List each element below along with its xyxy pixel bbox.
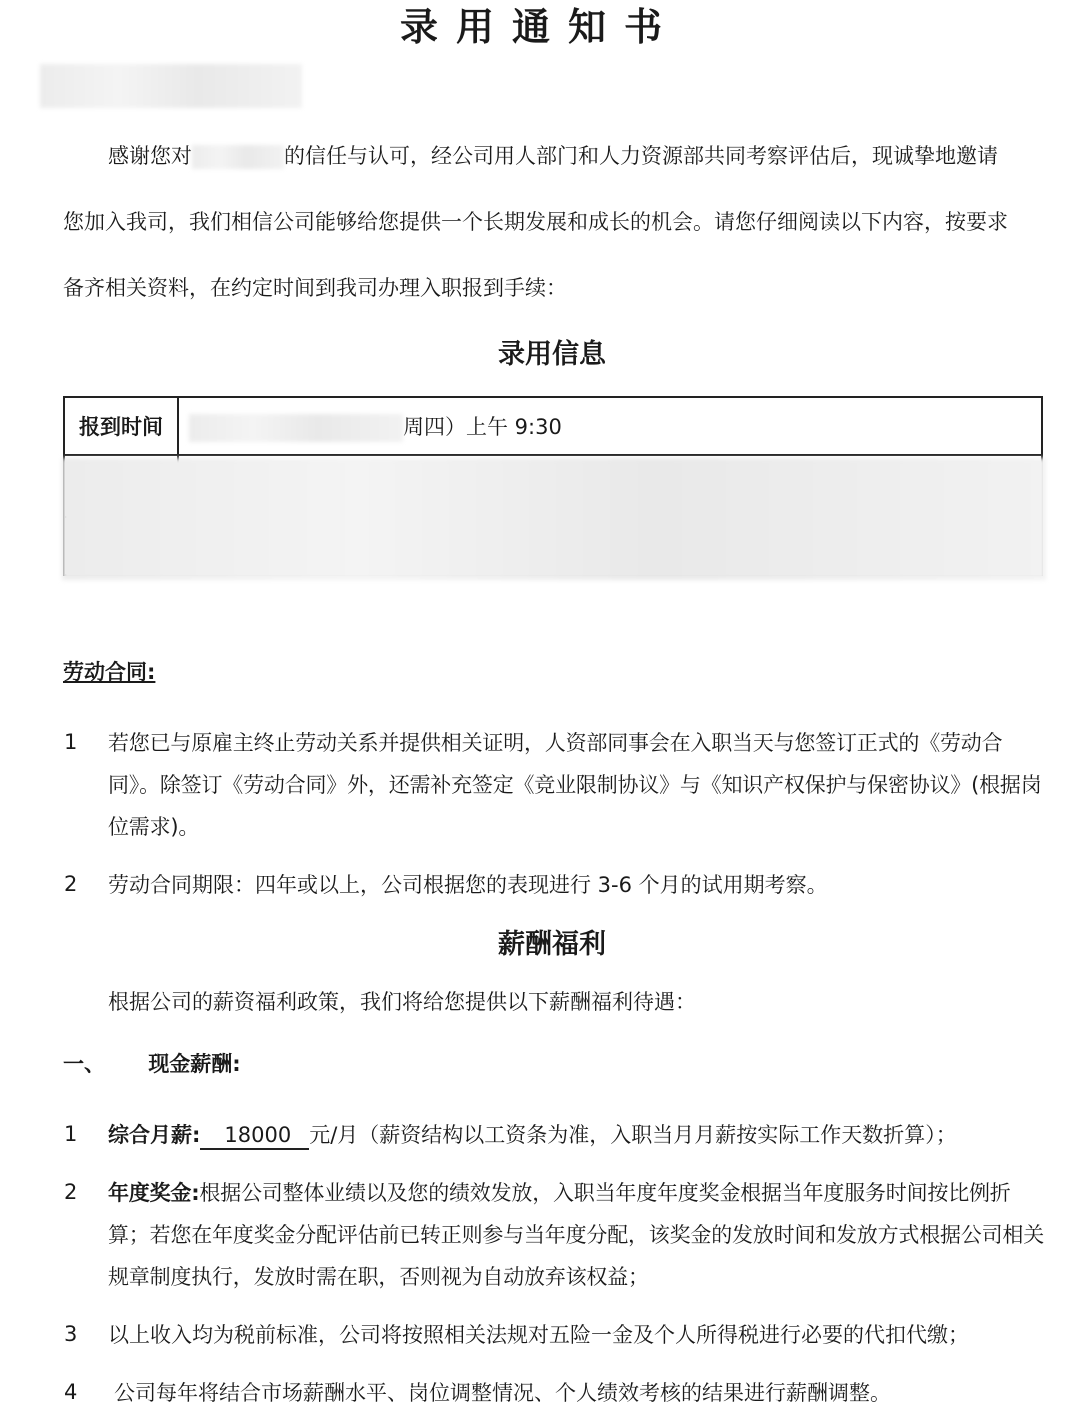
compensation-heading: 薪酬福利 xyxy=(498,929,606,960)
report-time-value xyxy=(178,397,1042,455)
list-item-number: 2 xyxy=(64,1180,78,1204)
list-item: 公司每年将结合市场薪酬水平、岗位调整情况、个人绩效考核的结果进行薪酬调整。 xyxy=(114,1381,891,1405)
report-time-label: 报到时间 xyxy=(64,397,178,455)
monthly-salary-text: 元/月（薪资结构以工资条为准，入职当月月薪按实际工作天数折算）； xyxy=(309,1123,957,1147)
document-title: 录用通知书 xyxy=(399,4,680,49)
list-item-number: 4 xyxy=(64,1380,78,1404)
compensation-intro: 根据公司的薪资福利政策，我们将给您提供以下薪酬福利待遇： xyxy=(108,990,696,1014)
redacted-table-rows xyxy=(62,458,1046,580)
cash-pay-section xyxy=(63,1048,241,1078)
section-title: 现金薪酬: xyxy=(148,1052,241,1076)
redacted-date xyxy=(189,414,403,442)
list-item-number: 1 xyxy=(64,1122,78,1146)
list-item-number: 2 xyxy=(64,872,78,896)
report-time-text: 周四）上午 9:30 xyxy=(403,414,562,439)
intro-line-2: 您加入我司，我们相信公司能够给您提供一个长期发展和成长的机会。请您仔细阅读以下内容，按要求 xyxy=(63,210,1008,234)
monthly-salary-label: 综合月薪: xyxy=(108,1123,201,1147)
labor-contract-heading: 劳动合同: xyxy=(63,660,156,684)
list-item-number: 3 xyxy=(64,1322,78,1346)
intro-line-3: 备齐相关资料，在约定时间到我司办理入职报到手续： xyxy=(63,276,567,300)
intro-line-1 xyxy=(108,140,998,170)
intro-line1-prefix: 感谢您对 xyxy=(108,144,192,168)
redacted-company-name xyxy=(192,145,284,169)
annual-bonus-label: 年度奖金: xyxy=(108,1181,200,1205)
table-row xyxy=(64,397,1042,455)
list-item: 若您已与原雇主终止劳动关系并提供相关证明，人资部同事会在入职当天与您签订正式的《劳动合同》。除签订《劳动合同》外，还需补充签定《竞业限制协议》与《知识产权保护与保密协议》(根据岗位需求)。 xyxy=(108,731,1042,839)
list-item-number: 1 xyxy=(64,730,78,754)
annual-bonus-text: 根据公司整体业绩以及您的绩效发放，入职当年度年度奖金根据当年度服务时间按比例折算；若您在年度奖金分配评估前已转正则参与当年度分配，该奖金的发放时间和发放方式根据公司相关规章制度执行，发放时需在职，否则视为自动放弃该权益； xyxy=(108,1181,1044,1289)
list-item: 以上收入均为税前标准，公司将按照相关法规对五险一金及个人所得税进行必要的代扣代缴； xyxy=(108,1323,969,1347)
redacted-recipient-name xyxy=(40,64,302,108)
section-number: 一、 xyxy=(63,1052,105,1076)
intro-line1-suffix: 的信任与认可，经公司用人部门和人力资源部共同考察评估后，现诚挚地邀请 xyxy=(284,144,998,168)
employment-info-heading: 录用信息 xyxy=(498,339,606,370)
list-item: 劳动合同期限：四年或以上，公司根据您的表现进行 3-6 个月的试用期考察。 xyxy=(108,873,828,897)
list-item xyxy=(108,1114,1046,1156)
monthly-salary-amount: 18000 xyxy=(200,1122,309,1150)
list-item xyxy=(108,1172,1046,1298)
